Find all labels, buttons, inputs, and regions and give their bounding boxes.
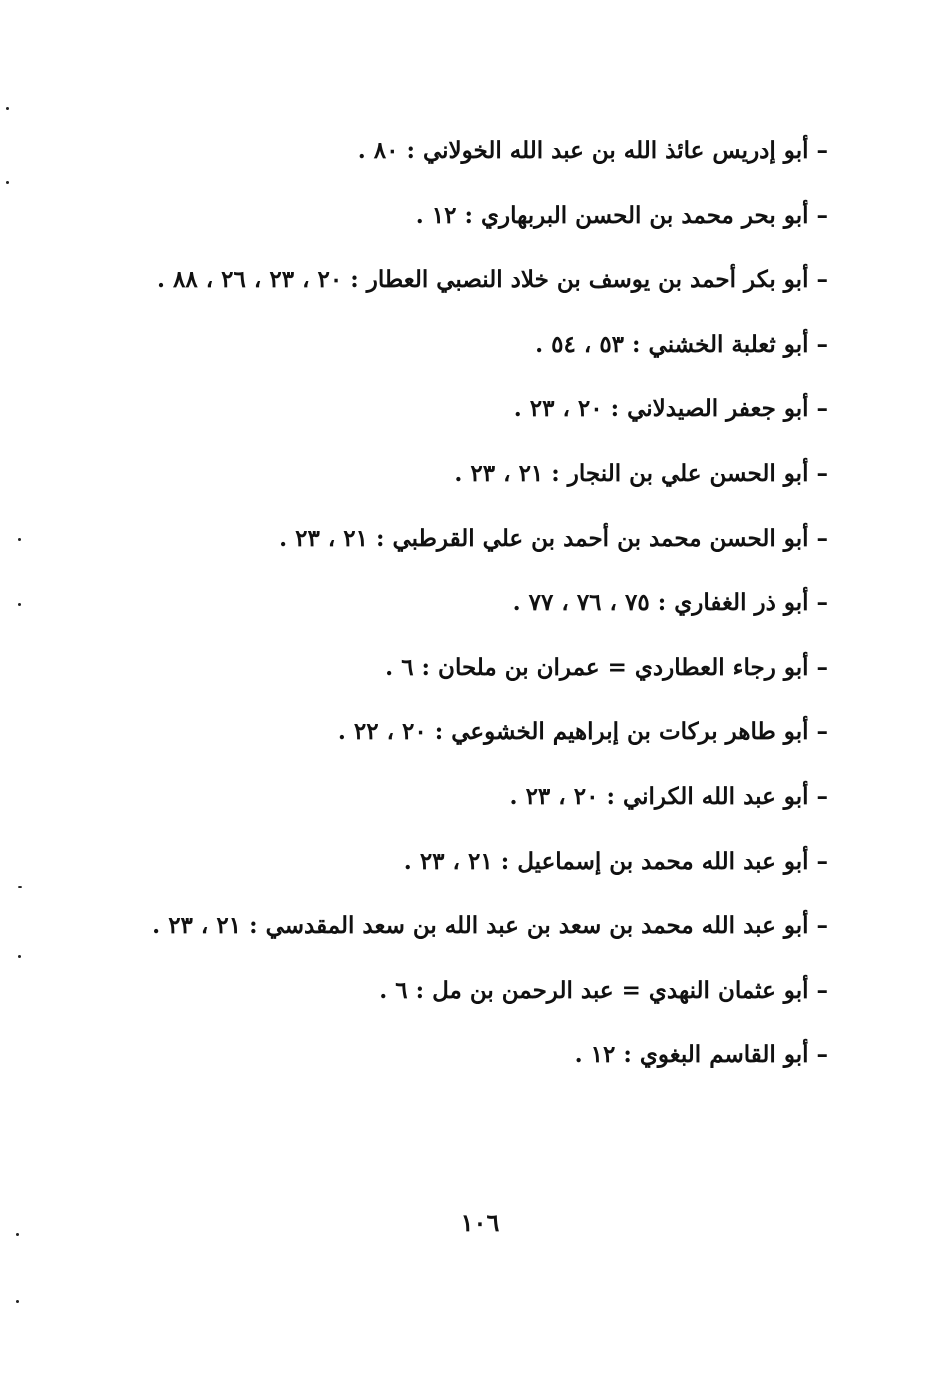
scan-speck bbox=[16, 1233, 19, 1236]
index-entry: – أبو إدريس عائذ الله بن عبد الله الخولاني : ٨٠ . bbox=[357, 137, 828, 164]
index-entry: – أبو بكر أحمد بن يوسف بن خلاد النصبي العطار : ٢٠ ، ٢٣ ، ٢٦ ، ٨٨ . bbox=[156, 266, 828, 294]
index-entry: – أبو الحسن علي بن النجار : ٢١ ، ٢٣ . bbox=[454, 459, 828, 487]
index-entry: – أبو بحر محمد بن الحسن البربهاري : ١٢ . bbox=[415, 201, 828, 229]
index-entry-list bbox=[108, 124, 828, 1093]
index-entry: – أبو رجاء العطاردي = عمران بن ملحان : ٦ . bbox=[385, 653, 828, 681]
index-entry: – أبو عبد الله محمد بن سعد بن عبد الله بن سعد المقدسي : ٢١ ، ٢٣ . bbox=[152, 912, 828, 940]
index-entry: – أبو عبد الله الكراني : ٢٠ ، ٢٣ . bbox=[509, 782, 828, 810]
index-entry: – أبو عثمان النهدي = عبد الرحمن بن مل : ٦ . bbox=[379, 976, 828, 1004]
index-entry: – أبو الحسن محمد بن أحمد بن علي القرطبي : ٢١ ، ٢٣ . bbox=[279, 524, 828, 552]
index-entry: – أبو ذر الغفاري : ٧٥ ، ٧٦ ، ٧٧ . bbox=[512, 589, 828, 617]
index-entry: – أبو طاهر بركات بن إبراهيم الخشوعي : ٢٠ ، ٢٢ . bbox=[337, 718, 828, 746]
scan-speck bbox=[6, 107, 9, 110]
scan-speck bbox=[18, 955, 21, 958]
page-number: ١٠٦ bbox=[460, 1208, 500, 1237]
scan-speck bbox=[18, 886, 22, 888]
index-entry: – أبو القاسم البغوي : ١٢ . bbox=[574, 1041, 828, 1069]
index-entry: – أبو ثعلبة الخشني : ٥٣ ، ٥٤ . bbox=[535, 330, 828, 358]
scan-speck bbox=[6, 181, 9, 184]
scan-speck bbox=[16, 1300, 19, 1303]
index-entry: – أبو عبد الله محمد بن إسماعيل : ٢١ ، ٢٣ . bbox=[403, 847, 828, 875]
index-entry: – أبو جعفر الصيدلاني : ٢٠ ، ٢٣ . bbox=[513, 395, 828, 423]
scan-speck bbox=[18, 538, 21, 541]
scan-speck bbox=[18, 603, 21, 606]
